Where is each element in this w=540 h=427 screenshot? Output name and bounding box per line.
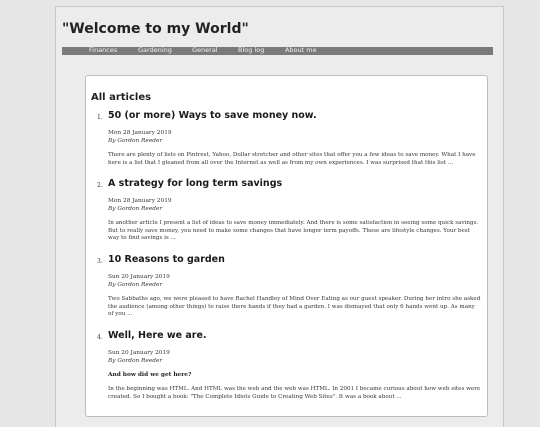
nav-link-gardening[interactable]: Gardening [138, 46, 172, 54]
list-number: 4. [97, 334, 103, 341]
article-author: By Gordon Reeder [108, 282, 163, 288]
article-title-link[interactable]: 10 Reasons to garden [108, 254, 225, 265]
article-title-link[interactable]: Well, Here we are. [108, 330, 207, 341]
article-title-link[interactable]: 50 (or more) Ways to save money now. [108, 110, 317, 121]
nav-link-about-me[interactable]: About me [285, 46, 317, 54]
main-nav [62, 47, 493, 55]
article-author: By Gordon Reeder [108, 358, 163, 364]
articles-panel [85, 75, 488, 417]
article-excerpt: Two Sabbaths ago, we were pleased to have Rachel Handley of Mind Over Eating as our guest speaker. During her intro she asked the audience (among other things) to raise there hands if they had a garden. I was dismayed that only 6 hands went up. As many of you ... [108, 296, 481, 318]
nav-link-general[interactable]: General [192, 46, 218, 54]
article-date: Sun 20 January 2019 [108, 350, 170, 356]
article-date: Mon 28 January 2019 [108, 198, 172, 204]
article-date: Sun 20 January 2019 [108, 274, 170, 280]
list-number: 2. [97, 182, 103, 189]
list-number: 3. [97, 258, 103, 265]
article-author: By Gordon Reeder [108, 206, 163, 212]
article-excerpt: In another article I present a list of ideas to save money immediately. And there is some satisfaction in seeing some quick savings. But to really save money, you need to make some changes that have longer term payoffs. These are lifestyle changes. Your best way to find savings is ... [108, 220, 479, 242]
page-container [55, 6, 504, 427]
article-excerpt: In the beginning was HTML. And HTML was the web and the web was HTML. In 2001 I became curious about how web sites were created. So I bought a book: "The Complete Idiots Guide to Creating Web Sites". It was a book about ... [108, 386, 481, 400]
nav-link-blog-log[interactable]: Blog log [238, 46, 265, 54]
article-title-link[interactable]: A strategy for long term savings [108, 178, 283, 189]
nav-link-finances[interactable]: Finances [89, 46, 118, 54]
site-title: "Welcome to my World" [62, 21, 249, 37]
article-subheading: And how did we get here? [108, 372, 192, 378]
list-number: 1. [97, 114, 103, 121]
article-date: Mon 28 January 2019 [108, 130, 172, 136]
article-author: By Gordon Reeder [108, 138, 163, 144]
article-excerpt: There are plenty of lists on Pintrest, Yahoo, Dollar stretcher and other sites that offer you a few ideas to save money. What I have here is a list that I gleaned from all over the Internet as well as from my own experiences. I was surprised that this list ... [108, 152, 476, 166]
section-heading: All articles [91, 92, 152, 103]
